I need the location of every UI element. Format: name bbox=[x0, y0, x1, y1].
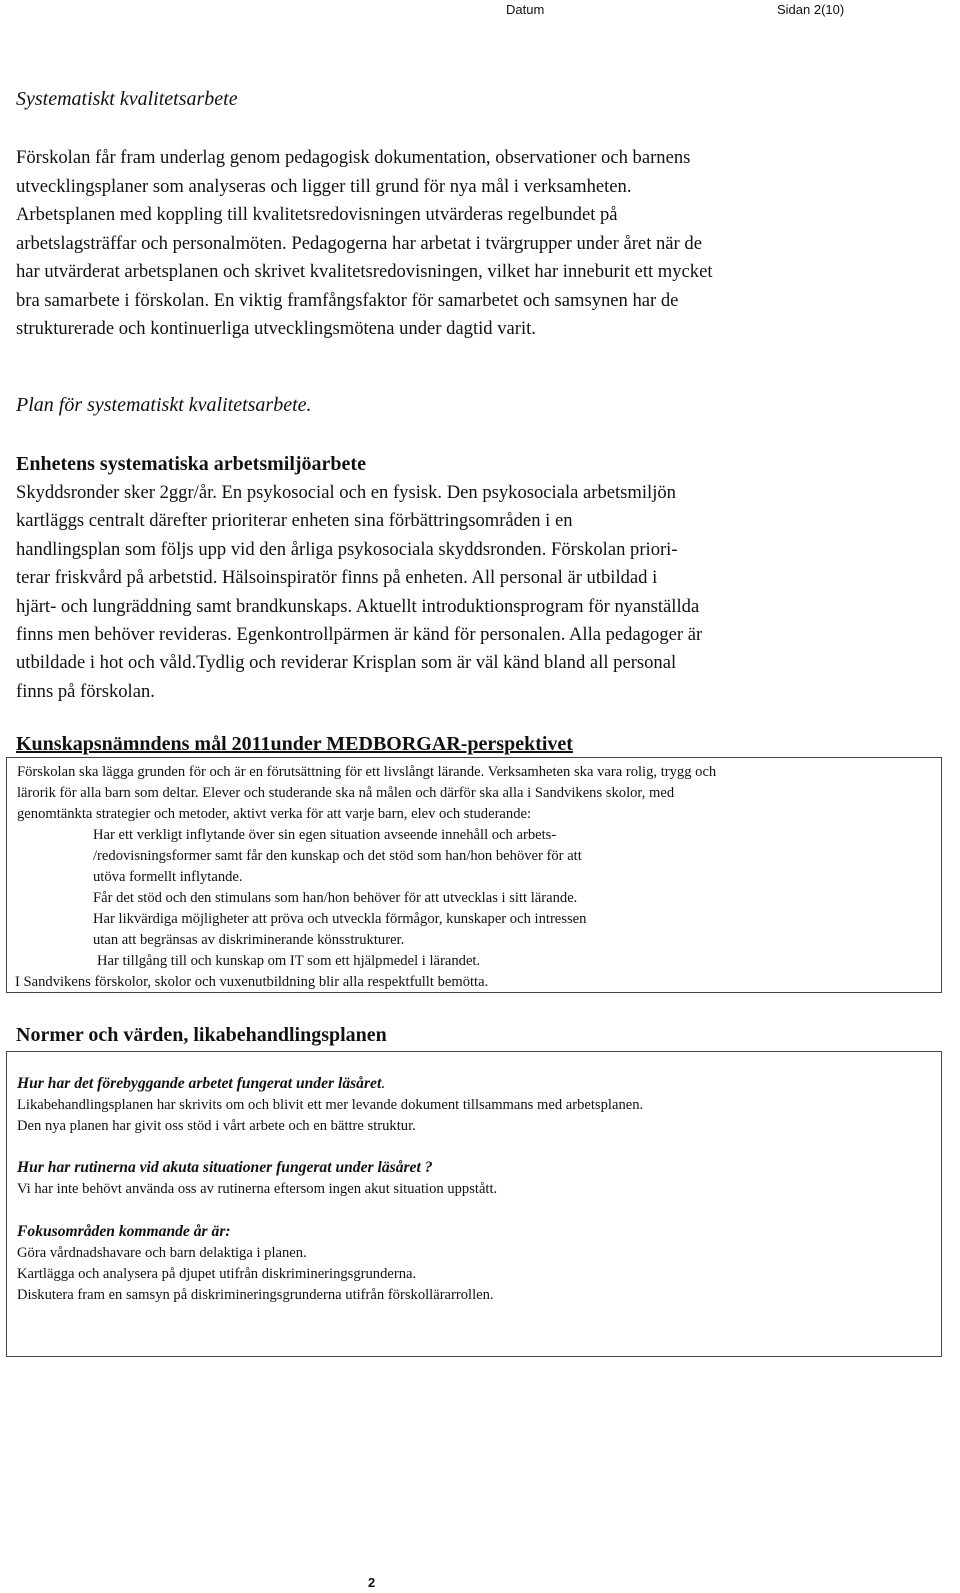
goals-item-line: Har ett verkligt inflytande över sin egen situation avseende innehåll och arbets- bbox=[93, 827, 557, 843]
work-env-line: terar friskvård på arbetstid. Hälsoinspiratör finns på enheten. All personal är utbildad i bbox=[16, 567, 658, 589]
systematic-line: bra samarbete i förskolan. En viktig framfångsfaktor för samarbetet och samsynen har de bbox=[16, 289, 679, 311]
goals-item-line: /redovisningsformer samt får den kunskap och det stöd som han/hon behöver för att bbox=[93, 848, 582, 864]
norms-question-1-end: . bbox=[381, 1075, 386, 1092]
work-env-line: finns men behöver revideras. Egenkontrollpärmen är känd för personalen. Alla pedagoger är bbox=[16, 624, 703, 646]
goals-intro-line: lärorik för alla barn som deltar. Elever och studerande ska nå målen och därför ska alla i Sandvikens skolor, med bbox=[17, 785, 675, 801]
goals-item-line: Har likvärdiga möjligheter att pröva och utveckla förmågor, kunskaper och intressen bbox=[93, 911, 587, 927]
work-env-line: kartläggs centralt därefter prioriterar enheten sina förbättringsområden i en bbox=[16, 510, 573, 532]
systematic-line: har utvärderat arbetsplanen och skrivet kvalitetsredovisningen, vilket har inneburit ett mycket bbox=[16, 261, 713, 282]
norms-box bbox=[6, 1051, 942, 1357]
goals-item-line: utöva formellt inflytande. bbox=[93, 869, 243, 885]
section-title-plan: Plan för systematiskt kvalitetsarbete. bbox=[16, 394, 312, 416]
systematic-line: arbetslagsträffar och personalmöten. Pedagogerna har arbetat i tvärgrupper under året när de bbox=[16, 232, 702, 254]
goals-box bbox=[6, 757, 942, 993]
norms-question-1 bbox=[17, 1073, 941, 1095]
work-env-line: hjärt- och lungräddning samt brandkunskaps. Aktuellt introduktionsprogram för nyanställda bbox=[16, 595, 700, 617]
goals-intro-line: genomtänkta strategier och metoder, aktivt verka för att varje barn, elev och studerande: bbox=[17, 806, 532, 822]
systematic-paragraph bbox=[16, 144, 946, 344]
norms-answer-line: Likabehandlingsplanen har skrivits om och blivit ett mer levande dokument tillsammans med arbetsplanen. bbox=[17, 1097, 644, 1113]
header-date: Datum bbox=[506, 2, 545, 17]
work-env-line: Skyddsronder sker 2ggr/år. En psykosocial och en fysisk. Den psykosociala arbetsmiljön bbox=[16, 482, 676, 503]
work-env-line: finns på förskolan. bbox=[16, 680, 155, 702]
systematic-line: Arbetsplanen med koppling till kvalitetsredovisningen utvärderas regelbundet på bbox=[16, 204, 618, 225]
section-title-norms: Normer och värden, likabehandlingsplanen bbox=[16, 1024, 387, 1046]
header-page-indicator: Sidan 2(10) bbox=[777, 2, 845, 17]
goals-item-line: Får det stöd och den stimulans som han/hon behöver för att utvecklas i sitt lärande. bbox=[93, 890, 578, 906]
systematic-line: strukturerade och kontinuerliga utvecklingsmötena under dagtid varit. bbox=[16, 318, 536, 339]
norms-question-2: Hur har rutinerna vid akuta situationer fungerat under läsåret ? bbox=[17, 1159, 433, 1176]
norms-question-1-text: Hur har det förebyggande arbetet fungerat under läsåret bbox=[17, 1075, 382, 1092]
norms-answer-line: Vi har inte behövt använda oss av rutinerna eftersom ingen akut situation uppstått. bbox=[17, 1181, 498, 1197]
norms-question-3: Fokusområden kommande år är: bbox=[17, 1223, 231, 1240]
goals-item-line: utan att begränsas av diskriminerande könsstrukturer. bbox=[93, 932, 405, 948]
systematic-line: Förskolan får fram underlag genom pedagogisk dokumentation, observationer och barnens bbox=[16, 147, 691, 168]
footer-page-number: 2 bbox=[368, 1575, 376, 1590]
section-title-systematic: Systematiskt kvalitetsarbete bbox=[16, 88, 238, 110]
systematic-line: utvecklingsplaner som analyseras och ligger till grund för nya mål i verksamheten. bbox=[16, 175, 632, 197]
norms-focus-line: Kartlägga och analysera på djupet utifrån diskrimineringsgrunderna. bbox=[17, 1266, 417, 1282]
norms-focus-line: Göra vårdnadshavare och barn delaktiga i planen. bbox=[17, 1245, 307, 1261]
section-title-goals: Kunskapsnämndens mål 2011under MEDBORGAR-perspektivet bbox=[16, 733, 573, 755]
work-env-line: utbildade i hot och våld.Tydlig och reviderar Krisplan som är väl känd bland all personal bbox=[16, 652, 677, 674]
work-env-paragraph bbox=[16, 479, 946, 706]
work-env-line: handlingsplan som följs upp vid den årliga psykosociala skyddsronden. Förskolan priori- bbox=[16, 538, 678, 560]
section-title-work-env: Enhetens systematiska arbetsmiljöarbete bbox=[16, 453, 366, 475]
norms-focus-line: Diskutera fram en samsyn på diskrimineringsgrunderna utifrån förskollärarrollen. bbox=[17, 1287, 494, 1303]
norms-answer-line: Den nya planen har givit oss stöd i vårt arbete och en bättre struktur. bbox=[17, 1118, 416, 1134]
goals-closing-line: I Sandvikens förskolor, skolor och vuxenutbildning blir alla respektfullt bemötta. bbox=[15, 974, 489, 990]
goals-intro-line: Förskolan ska lägga grunden för och är en förutsättning för ett livslångt lärande. Verksamheten ska vara rolig, trygg och bbox=[17, 764, 717, 780]
goals-item-line: Har tillgång till och kunskap om IT som ett hjälpmedel i lärandet. bbox=[97, 953, 481, 969]
